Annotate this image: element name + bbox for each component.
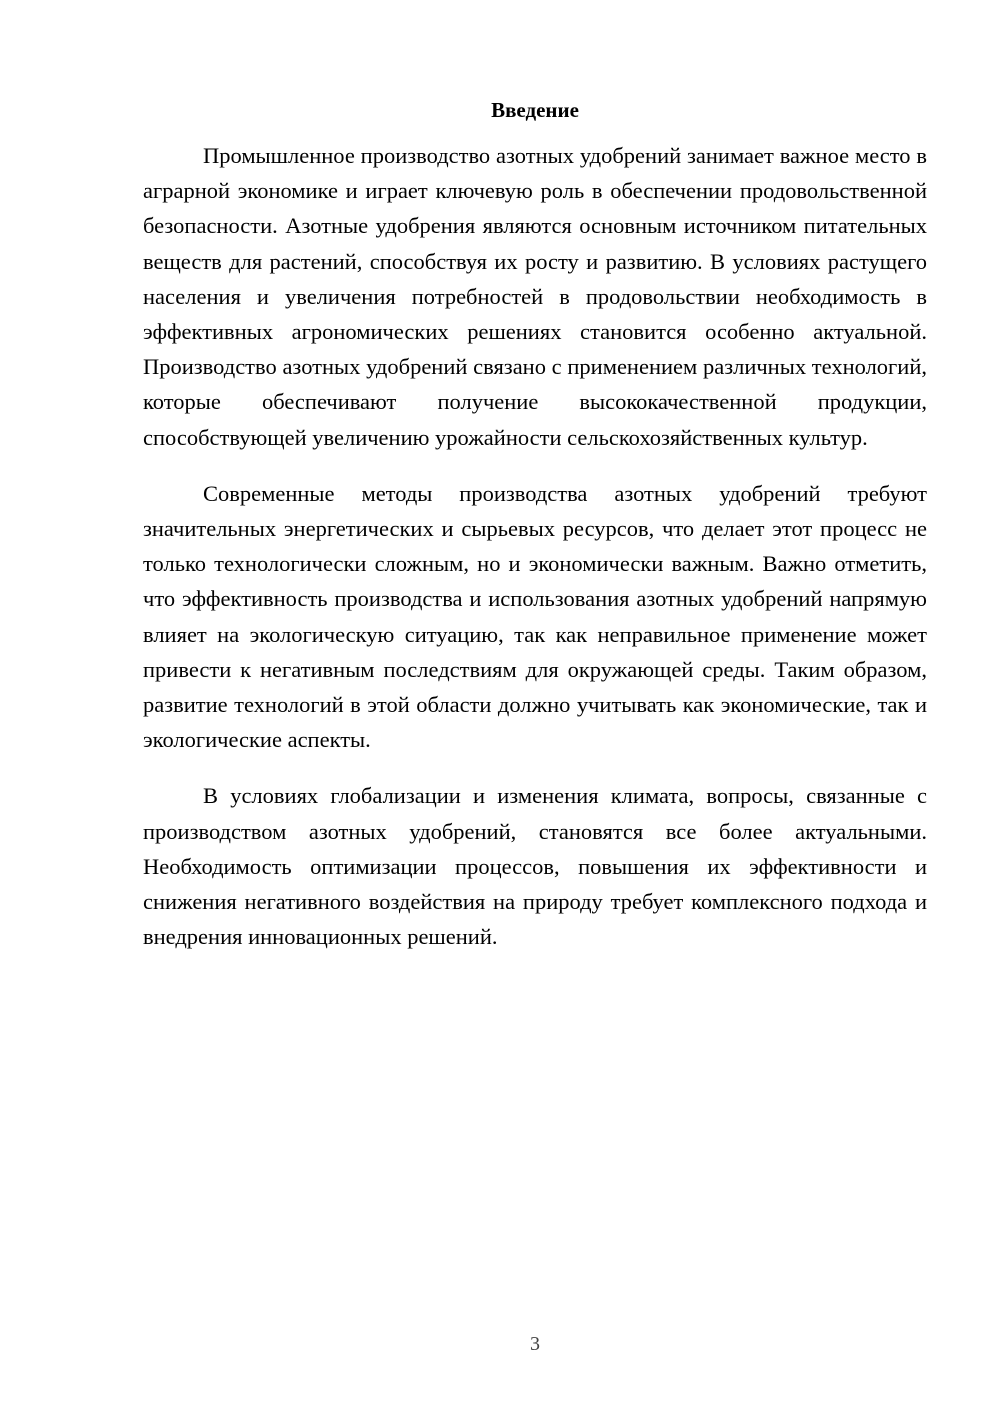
- page-content: [143, 92, 927, 975]
- paragraph-1: Промышленное производство азотных удобрений занимает важное место в аграрной экономике и играет ключевую роль в обеспечении продовольственной безопасности. Азотные удобрения являются основным источником питательных веществ для растений, способствуя их росту и развитию. В условиях растущего населения и увеличения потребностей в продовольствии необходимость в эффективных агрономических решениях становится особенно актуальной. Производство азотных удобрений связано с применением различных технологий, которые обеспечивают получение высококачественной продукции, способствующей увеличению урожайности сельскохозяйственных культур.: [143, 143, 927, 450]
- page-number: 3: [530, 1333, 540, 1355]
- page-title: Введение: [491, 98, 579, 122]
- paragraph-2: Современные методы производства азотных удобрений требуют значительных энергетических и сырьевых ресурсов, что делает этот процесс не только технологически сложным, но и экономически важным. Важно отметить, что эффективность производства и использования азотных удобрений напрямую влияет на экологическую ситуацию, так как неправильное применение может привести к негативным последствиям для окружающей среды. Таким образом, развитие технологий в этой области должно учитывать как экономические, так и экологические аспекты.: [143, 480, 927, 753]
- paragraph-3: В условиях глобализации и изменения климата, вопросы, связанные с производством азотных удобрений, становятся все более актуальными. Необходимость оптимизации процессов, повышения их эффективности и снижения негативного воздействия на природу требует комплексного подхода и внедрения инновационных решений.: [143, 783, 927, 950]
